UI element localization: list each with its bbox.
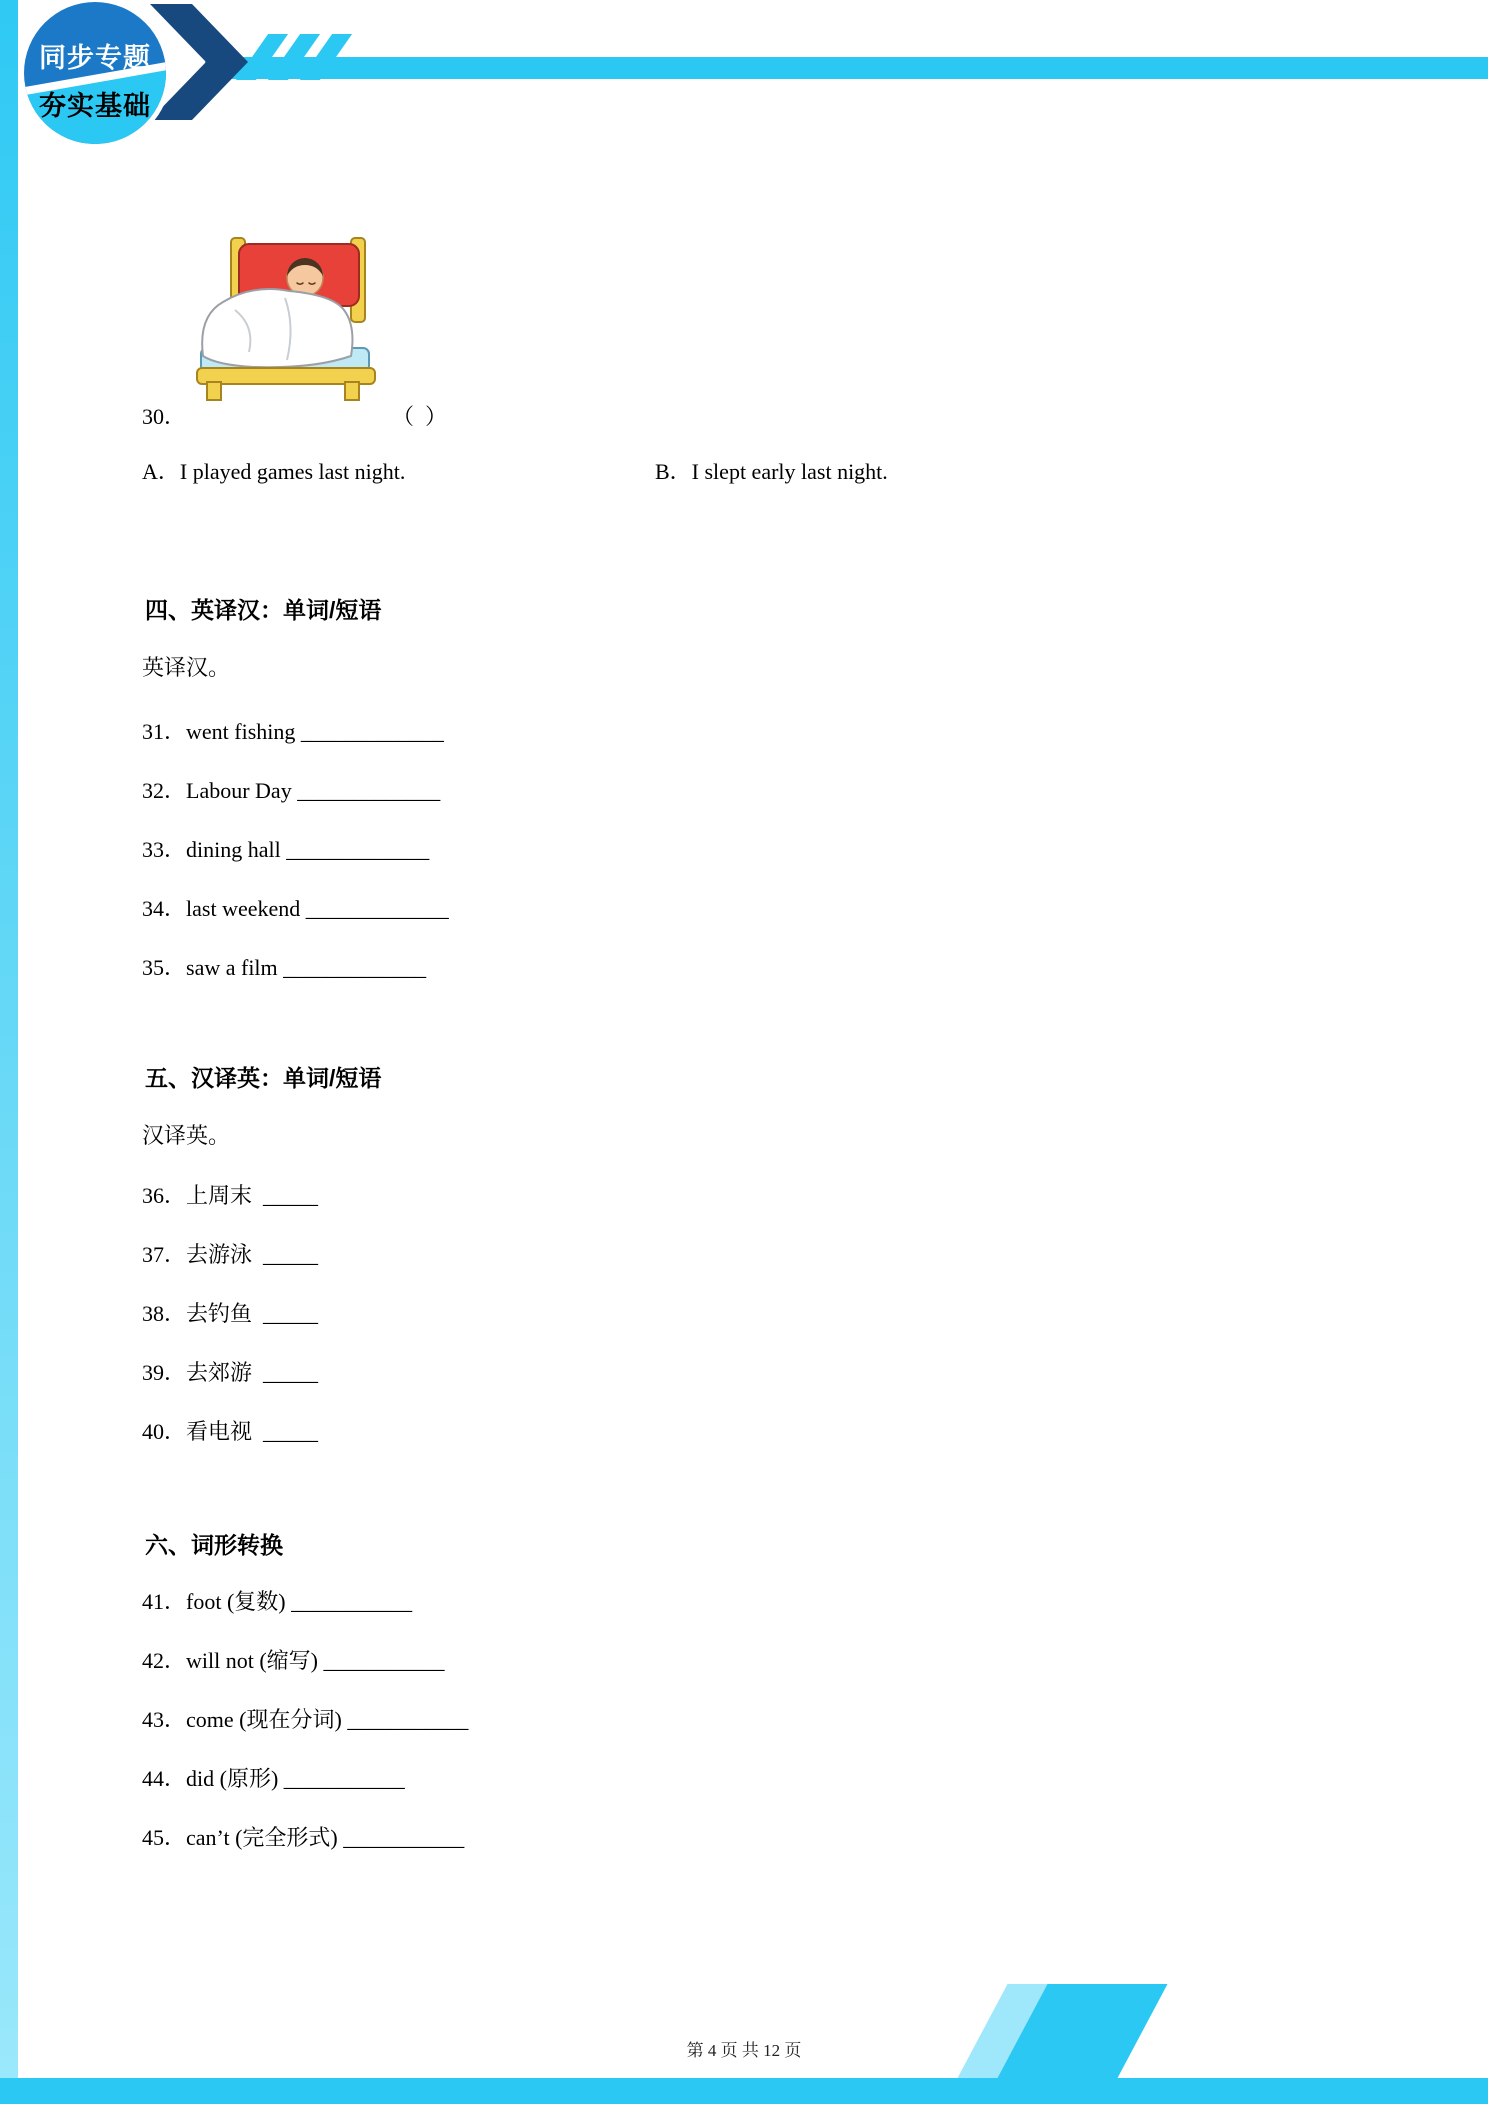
section-heading-6: 六、词形转换 [145,1532,283,1558]
item-number: 33． [142,837,187,862]
item-number: 41． [142,1589,187,1614]
item-text: 去游泳 [186,1242,264,1267]
answer-blank[interactable]: _____ [263,1183,319,1208]
item-text: can’t (完全形式) [186,1825,344,1850]
answer-blank[interactable]: _____________ [305,896,449,921]
translation-item-38 [142,1300,318,1328]
question-30-number: 30． [142,404,187,429]
item-text: come (现在分词) [186,1707,348,1732]
item-text: foot (复数) [186,1589,292,1614]
word-form-item-45 [142,1824,464,1852]
item-number: 40． [142,1419,187,1444]
bottom-cyan-bar [0,2078,1488,2104]
answer-blank[interactable]: ___________ [291,1589,413,1614]
answer-blank[interactable]: _____ [263,1301,319,1326]
translation-item-32 [142,777,440,805]
word-form-item-44 [142,1765,405,1793]
translation-item-34 [142,895,449,923]
item-text: 去郊游 [186,1360,264,1385]
corner-badge [24,2,166,144]
item-text: last weekend [186,896,306,921]
item-text: did (原形) [186,1766,284,1791]
item-number: 44． [142,1766,187,1791]
answer-blank[interactable]: _____________ [300,719,444,744]
question-30-option-b: B．I slept early last night. [655,459,888,484]
answer-blank[interactable]: _____________ [286,837,430,862]
item-text: dining hall [186,837,287,862]
answer-blank[interactable]: ___________ [347,1707,469,1732]
item-text: 上周末 [186,1183,264,1208]
item-number: 35． [142,955,187,980]
item-number: 36． [142,1183,187,1208]
answer-blank[interactable]: _____________ [283,955,427,980]
section-heading-4: 四、英译汉：单词/短语 [145,597,382,623]
item-text: saw a film [186,955,284,980]
word-form-item-41 [142,1588,412,1616]
answer-blank[interactable]: _____ [263,1360,319,1385]
item-number: 43． [142,1707,187,1732]
item-number: 45． [142,1825,187,1850]
page-number-footer: 第 4 页 共 12 页 [686,2041,802,2060]
translation-item-37 [142,1241,318,1269]
answer-blank[interactable]: _____________ [297,778,441,803]
item-text: 看电视 [186,1419,264,1444]
question-30-option-a: A．I played games last night. [142,459,406,484]
left-edge-stripe [0,0,18,2104]
item-number: 37． [142,1242,187,1267]
badge-title-line2: 夯实基础 [39,91,151,121]
translation-item-40 [142,1418,318,1446]
section-heading-5: 五、汉译英：单词/短语 [145,1065,382,1091]
item-text: will not (缩写) [186,1648,324,1673]
item-number: 39． [142,1360,187,1385]
answer-blank[interactable]: _____ [263,1419,319,1444]
item-number: 42． [142,1648,187,1673]
item-number: 38． [142,1301,187,1326]
item-text: went fishing [186,719,301,744]
sleeping-child-illustration [193,230,378,402]
translation-item-36 [142,1182,318,1210]
item-number: 31． [142,719,187,744]
item-number: 32． [142,778,187,803]
answer-blank[interactable]: ___________ [343,1825,465,1850]
question-30-answer-bracket[interactable]: （ ） [392,404,448,429]
item-text: Labour Day [186,778,298,803]
section-4-instruction: 英译汉。 [142,655,231,680]
answer-blank[interactable]: ___________ [323,1648,445,1673]
badge-title-line1: 同步专题 [39,43,151,73]
translation-item-39 [142,1359,318,1387]
translation-item-33 [142,836,429,864]
translation-item-31 [142,718,444,746]
top-cyan-bar [205,57,1488,79]
item-text: 去钓鱼 [186,1301,264,1326]
section-5-instruction: 汉译英。 [142,1123,231,1148]
answer-blank[interactable]: _____ [263,1242,319,1267]
item-number: 34． [142,896,187,921]
word-form-item-42 [142,1647,445,1675]
translation-item-35 [142,954,426,982]
word-form-item-43 [142,1706,468,1734]
answer-blank[interactable]: ___________ [283,1766,405,1791]
